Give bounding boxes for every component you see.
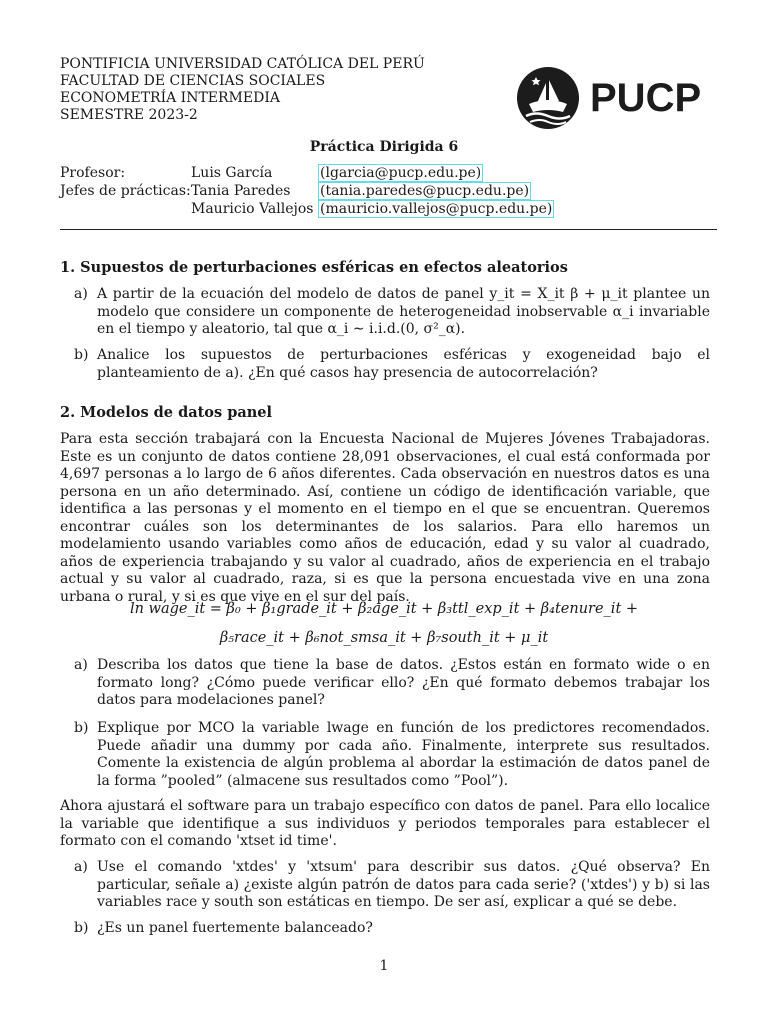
section-2-item-a (74, 657, 710, 710)
page-number: 1 (379, 958, 389, 974)
staff-name: Mauricio Vallejos (191, 201, 314, 217)
section-1-item-a (74, 286, 710, 339)
staff-role (60, 200, 191, 218)
staff-email-link[interactable]: (lgarcia@pucp.edu.pe) (320, 165, 482, 181)
section-2-item-d (74, 920, 710, 938)
item-label: a) (74, 286, 88, 302)
item-text: Use el comando 'xtdes' y 'xtsum' para describir sus datos. ¿Qué observa? En particular, señale a) ¿existe algún patrón de datos para cada serie? ('xtdes') y b) si las variables race y south son estáticas en tiempo. De ser así, explicar a qué se debe. (97, 859, 710, 910)
section-2-paragraph-2: Ahora ajustará el software para un trabajo específico con datos de panel. Para ello localice la variable que identifique a sus individuos y periodos temporales para establecer el formato con el comando 'xtset id time'. (60, 798, 710, 849)
item-text: ¿Es un panel fuertemente balanceado? (97, 920, 373, 936)
header-line-university: PONTIFICIA UNIVERSIDAD CATÓLICA DEL PERÚ (60, 56, 425, 72)
staff-role: Jefes de prácticas: (60, 183, 191, 199)
staff-table (60, 164, 554, 218)
header-line-semester: SEMESTRE 2023-2 (60, 107, 198, 123)
section-2-heading: 2. Modelos de datos panel (60, 404, 272, 421)
logo-wordmark: PUCP (590, 76, 702, 120)
staff-row (60, 182, 554, 200)
header-divider (60, 229, 717, 230)
section-1-heading: 1. Supuestos de perturbaciones esféricas en efectos aleatorios (60, 259, 568, 276)
document-title: Práctica Dirigida 6 (309, 139, 459, 155)
item-label: b) (74, 720, 89, 736)
item-text: Explique por MCO la variable lwage en función de los predictores recomendados. Puede añadir una dummy por cada año. Finalmente, interprete sus resultados. Comente la existencia de algún problema al abordar la estimación de datos panel de la forma ”pooled” (almacene sus resultados como ”Pool”). (97, 720, 710, 789)
staff-name: Tania Paredes (191, 183, 291, 199)
equation-line-1: ln wage_it = β₀ + β₁grade_it + β₂age_it + β₃ttl_exp_it + β₄tenure_it + (129, 601, 639, 617)
staff-row (60, 164, 554, 182)
item-label: a) (74, 657, 88, 673)
item-text: Analice los supuestos de perturbaciones esféricas y exogeneidad bajo el planteamiento de a). ¿En qué casos hay presencia de autocorrelación? (97, 347, 710, 381)
equation-line-2: β₅race_it + β₆not_smsa_it + β₇south_it + μ_it (219, 630, 549, 646)
section-2-item-b (74, 720, 710, 790)
item-text: Describa los datos que tiene la base de datos. ¿Estos están en formato wide o en formato long? ¿Cómo puede verificar ello? ¿En qué formato debemos trabajar los datos para modelaciones panel? (97, 657, 710, 708)
staff-row (60, 200, 554, 218)
institution-header (60, 56, 425, 124)
staff-email-link[interactable]: (tania.paredes@pucp.edu.pe) (320, 183, 530, 199)
header-line-course: ECONOMETRÍA INTERMEDIA (60, 90, 280, 106)
section-2-item-c (74, 859, 710, 912)
item-text: A partir de la ecuación del modelo de datos de panel y_it = X_it β + μ_it plantee un modelo que considere un componente de heterogeneidad inobservable α_i invariable en el tiempo y aleatorio, tal que α_i ∼ i.i.d.(0, σ²_α). (97, 286, 710, 337)
staff-name: Luis García (191, 165, 273, 181)
item-label: b) (74, 920, 89, 936)
section-2-intro: Para esta sección trabajará con la Encuesta Nacional de Mujeres Jóvenes Trabajadoras. Este es un conjunto de datos contiene 28,091 observaciones, el cual está conformada por 4,697 personas a lo largo de 6 años diferentes. Cada observación en nuestros datos es una persona en un año determinado. Así, contiene un código de identificación variable, que identifica a las personas y el momento en el tiempo en el que se encuentran. Queremos encontrar cuáles son los determinantes de los salarios. Para ello haremos un modelamiento usando variables como años de educación, edad y su valor al cuadrado, años de experiencia trabajando y su valor al cuadrado, años de experiencia en el trabajo actual y su valor al cuadrado, raza, si es que la persona encuestada vive en una zona urbana o rural, y si es que vive en el sur del país. (60, 431, 710, 605)
pucp-seal-icon (516, 66, 712, 130)
staff-email-link[interactable]: (mauricio.vallejos@pucp.edu.pe) (320, 201, 553, 217)
pucp-logo (516, 66, 712, 130)
section-1-item-b (74, 347, 710, 382)
item-label: b) (74, 347, 89, 363)
item-label: a) (74, 859, 88, 875)
staff-role: Profesor: (60, 165, 126, 181)
header-line-faculty: FACULTAD DE CIENCIAS SOCIALES (60, 73, 326, 89)
